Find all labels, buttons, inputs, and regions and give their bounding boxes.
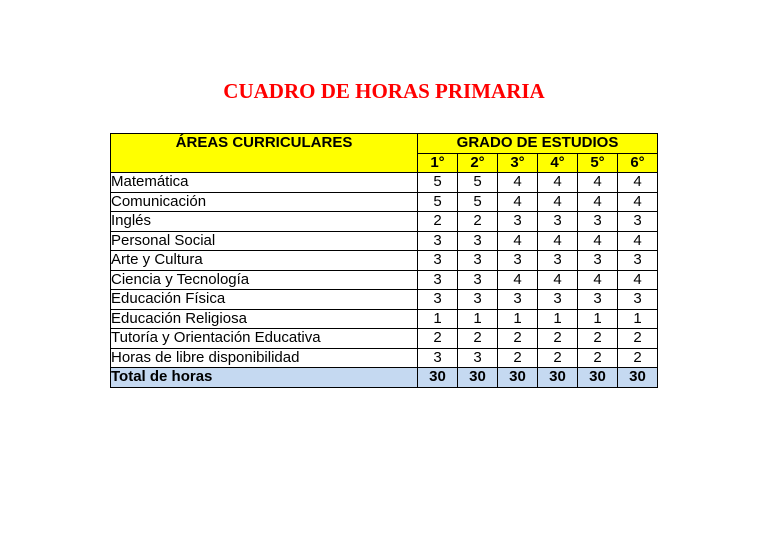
area-name-cell: Matemática — [111, 173, 418, 193]
table-row — [111, 348, 658, 368]
grade-header: 4° — [538, 153, 578, 173]
total-hours-cell: 30 — [538, 368, 578, 388]
hours-cell: 2 — [458, 329, 498, 349]
hours-cell: 1 — [458, 309, 498, 329]
hours-cell: 2 — [418, 212, 458, 232]
hours-cell: 2 — [458, 212, 498, 232]
hours-cell: 3 — [578, 212, 618, 232]
table-row — [111, 270, 658, 290]
grado-header: GRADO DE ESTUDIOS — [418, 134, 658, 154]
hours-cell: 1 — [578, 309, 618, 329]
total-hours-cell: 30 — [458, 368, 498, 388]
hours-cell: 3 — [458, 290, 498, 310]
total-hours-cell: 30 — [618, 368, 658, 388]
hours-cell: 4 — [578, 231, 618, 251]
hours-cell: 4 — [538, 270, 578, 290]
hours-cell: 3 — [418, 231, 458, 251]
hours-cell: 1 — [538, 309, 578, 329]
hours-cell: 5 — [418, 192, 458, 212]
hours-cell: 2 — [418, 329, 458, 349]
area-name-cell: Horas de libre disponibilidad — [111, 348, 418, 368]
hours-cell: 1 — [618, 309, 658, 329]
area-name-cell: Tutoría y Orientación Educativa — [111, 329, 418, 349]
table-row — [111, 309, 658, 329]
hours-cell: 4 — [618, 231, 658, 251]
hours-cell: 5 — [458, 173, 498, 193]
hours-cell: 2 — [618, 329, 658, 349]
table-row — [111, 231, 658, 251]
grade-header: 5° — [578, 153, 618, 173]
area-name-cell: Educación Física — [111, 290, 418, 310]
hours-cell: 2 — [538, 329, 578, 349]
hours-cell: 4 — [538, 173, 578, 193]
hours-cell: 3 — [578, 251, 618, 271]
hours-cell: 3 — [498, 290, 538, 310]
hours-cell: 3 — [418, 290, 458, 310]
hours-cell: 4 — [498, 173, 538, 193]
total-hours-cell: 30 — [498, 368, 538, 388]
hours-cell: 4 — [578, 270, 618, 290]
table-row — [111, 251, 658, 271]
grade-header: 6° — [618, 153, 658, 173]
total-row — [111, 368, 658, 388]
hours-cell: 3 — [498, 251, 538, 271]
table-row — [111, 173, 658, 193]
hours-cell: 3 — [538, 251, 578, 271]
hours-cell: 4 — [498, 270, 538, 290]
page-title: CUADRO DE HORAS PRIMARIA — [223, 79, 545, 103]
hours-cell: 3 — [458, 270, 498, 290]
table-row — [111, 329, 658, 349]
hours-cell: 2 — [498, 329, 538, 349]
hours-cell: 4 — [538, 231, 578, 251]
total-hours-cell: 30 — [578, 368, 618, 388]
grade-header: 3° — [498, 153, 538, 173]
total-hours-cell: 30 — [418, 368, 458, 388]
hours-cell: 4 — [578, 192, 618, 212]
grade-header: 2° — [458, 153, 498, 173]
hours-cell: 3 — [618, 251, 658, 271]
area-name-cell: Ciencia y Tecnología — [111, 270, 418, 290]
hours-cell: 2 — [578, 348, 618, 368]
hours-cell: 3 — [458, 231, 498, 251]
hours-cell: 4 — [618, 173, 658, 193]
table-row — [111, 212, 658, 232]
hours-cell: 5 — [418, 173, 458, 193]
area-name-cell: Arte y Cultura — [111, 251, 418, 271]
hours-cell: 4 — [618, 192, 658, 212]
grade-header: 1° — [418, 153, 458, 173]
table-row — [111, 192, 658, 212]
hours-cell: 4 — [618, 270, 658, 290]
hours-cell: 2 — [498, 348, 538, 368]
hours-cell: 3 — [458, 348, 498, 368]
hours-cell: 2 — [538, 348, 578, 368]
areas-header: ÁREAS CURRICULARES — [111, 134, 418, 173]
hours-cell: 3 — [418, 251, 458, 271]
area-name-cell: Personal Social — [111, 231, 418, 251]
table-row — [111, 290, 658, 310]
hours-cell: 3 — [618, 212, 658, 232]
hours-cell: 3 — [418, 348, 458, 368]
hours-cell: 3 — [418, 270, 458, 290]
hours-cell: 1 — [498, 309, 538, 329]
hours-cell: 3 — [538, 290, 578, 310]
hours-cell: 3 — [538, 212, 578, 232]
area-name-cell: Inglés — [111, 212, 418, 232]
hours-cell: 4 — [578, 173, 618, 193]
total-label-cell: Total de horas — [111, 368, 418, 388]
area-name-cell: Comunicación — [111, 192, 418, 212]
hours-cell: 3 — [618, 290, 658, 310]
hours-cell: 4 — [538, 192, 578, 212]
hours-cell: 3 — [498, 212, 538, 232]
hours-cell: 2 — [578, 329, 618, 349]
hours-cell: 3 — [578, 290, 618, 310]
hours-cell: 4 — [498, 192, 538, 212]
hours-cell: 1 — [418, 309, 458, 329]
hours-table — [110, 133, 658, 388]
hours-cell: 4 — [498, 231, 538, 251]
hours-cell: 3 — [458, 251, 498, 271]
area-name-cell: Educación Religiosa — [111, 309, 418, 329]
hours-cell: 2 — [618, 348, 658, 368]
hours-cell: 5 — [458, 192, 498, 212]
